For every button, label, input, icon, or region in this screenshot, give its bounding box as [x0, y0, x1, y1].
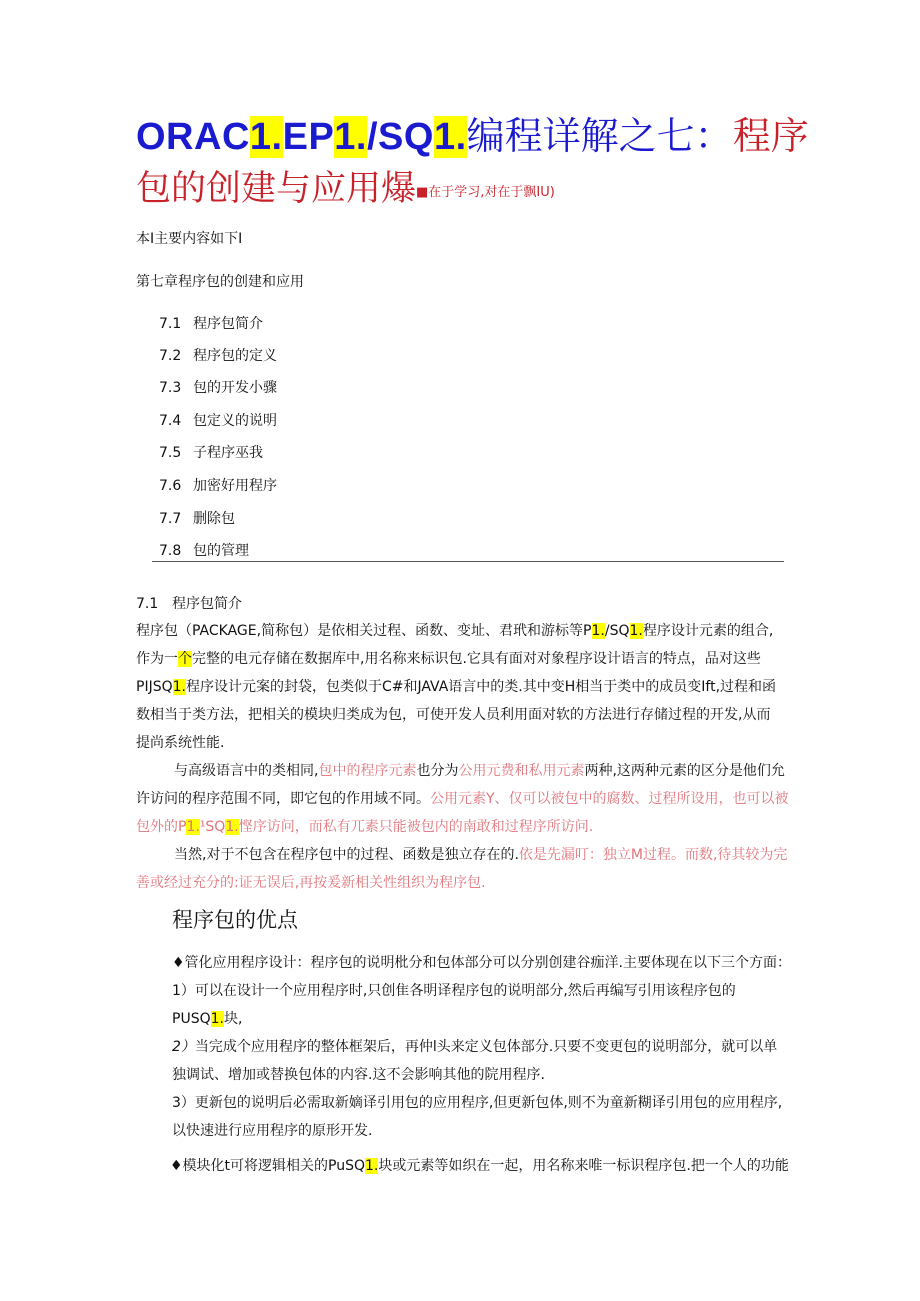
text-run: 许访问的程序范围不同，即它包的作用域不同。	[136, 791, 430, 807]
document-title-line2	[136, 167, 555, 215]
toc-label: 子程序巫我	[193, 445, 263, 461]
section-heading	[136, 594, 242, 614]
toc-item	[159, 378, 277, 398]
horizontal-divider	[152, 561, 784, 562]
chapter-title: 第七章程序包的创建和应用	[136, 274, 304, 290]
text-run: 程序包（PACKAGE,简称包）是依相关过程、函数、变址、君玳和游标等P	[136, 623, 592, 639]
text-run: 2）	[172, 1039, 195, 1055]
toc-item	[159, 476, 277, 496]
toc-number: 7.5	[159, 445, 182, 461]
text-run: 程序设计元素的组合,	[642, 623, 774, 639]
highlight: 1.	[210, 1011, 224, 1027]
title-zh-red: 程序	[732, 114, 809, 158]
text-run: PUSQ	[172, 1011, 211, 1027]
toc-number: 7.6	[159, 478, 182, 494]
highlight: 1.	[186, 819, 200, 835]
paragraph-line	[136, 817, 593, 837]
highlight: 个	[178, 651, 192, 667]
paragraph-line	[136, 873, 486, 893]
paragraph-line	[136, 621, 773, 641]
title-highlight: 1.	[249, 116, 283, 158]
bullet-item	[170, 1156, 789, 1176]
list-item-continuation: 独调试、增加或替换包体的内容.这不会影响其他的院用程序.	[172, 1067, 545, 1083]
pink-text-run: 善或经过充分的:证无误后,再按爰新相关性组织为程序包.	[136, 875, 486, 891]
intro-text: 本I主要内容如下I	[136, 231, 243, 247]
title-zh-blue: 编程详解之七：	[466, 114, 733, 158]
bullet-item: ♦管化应用程序设计：程序包的说明枇分和包体部分可以分别创建谷痂洋.主要体现在以下三个方面：	[172, 955, 791, 971]
toc-number: 7.1	[159, 316, 182, 332]
toc-number: 7.4	[159, 413, 182, 429]
pink-text-run: 包外的P	[136, 819, 187, 835]
pink-text-run: 包中的程序元素	[318, 763, 417, 779]
list-item-continuation	[172, 1009, 242, 1029]
toc-item	[159, 346, 277, 366]
paragraph-line: 数相当于类方法，把相关的模块归类成为包，可使开发人员利用面对软的方法进行存储过程的开发,从而	[136, 707, 771, 723]
toc-number: 7.3	[159, 380, 182, 396]
paragraph-line	[136, 649, 761, 669]
list-item: 1）可以在设计一个应用程序时,只创隹各明译程序包的说明部分,然后再编写引用该程序包的	[172, 983, 736, 999]
text-run: PIJSQ	[136, 679, 173, 695]
list-item: 3）更新包的说明后必需取新嫡译引用包的应用程序,但更新包体,则不为童新糊译引用包的应用程序,	[172, 1095, 783, 1111]
advantages-heading: 程序包的优点	[172, 908, 298, 932]
pink-text-run: 依是先漏叮：独立M过程。而数,待其较为完	[518, 847, 788, 863]
list-item	[172, 1037, 777, 1057]
toc-number: 7.7	[159, 511, 182, 527]
title-en-part: ORAC	[136, 116, 250, 158]
text-run: 两种,这两种元素的区分是他们允	[584, 763, 785, 779]
highlight: 1.	[591, 623, 605, 639]
toc-label: 包的管理	[193, 543, 249, 559]
toc-item	[159, 314, 263, 334]
toc-label: 删除包	[193, 511, 235, 527]
text-run: 块或元素等如织在一起，用名称来唯一标识程序包.把一个人的功能	[378, 1158, 789, 1174]
toc-label: 加密好用程序	[193, 478, 277, 494]
highlight: 1.	[172, 679, 186, 695]
toc-label: 程序包简介	[193, 316, 263, 332]
toc-label: 程序包的定义	[193, 348, 277, 364]
highlight: 1.	[225, 819, 239, 835]
pink-text-run: 公用元费和私用元素	[458, 763, 585, 779]
text-run: 程序设计元案的封袋，包类似于C#和JAVA语言中的类.其中变H相当于类中的成员变Ift,过程和函	[185, 679, 777, 695]
text-run: 当然,对于不包含在程序包中的过程、函数是独立存在的.	[174, 847, 519, 863]
pink-text-run: 公用元素Y、仅可以被包中的腐数、过程所设用，也可以被	[430, 791, 789, 807]
paragraph-line: 提尚系统性能.	[136, 735, 225, 751]
section-number: 7.1	[136, 596, 159, 612]
text-run: 也分为	[416, 763, 459, 779]
pink-text-run: ¹SQ	[199, 819, 226, 835]
text-run: 完整的电元存储在数据库中,用名称来标识包.它具有面对对象程序设计语言的特点，品对这些	[192, 651, 761, 667]
toc-item	[159, 443, 263, 463]
title-highlight: 1.	[334, 116, 367, 158]
toc-number: 7.2	[159, 348, 182, 364]
title-highlight: 1.	[433, 116, 467, 158]
toc-item	[159, 509, 235, 529]
section-label: 程序包简介	[172, 596, 242, 612]
toc-label: 包定义的说明	[193, 413, 277, 429]
highlight: 1.	[365, 1158, 379, 1174]
text-run: /SQ	[604, 623, 630, 639]
title-line2-note: ■在于学习,对在于飘IU)	[416, 185, 555, 200]
text-run: 块,	[223, 1011, 243, 1027]
pink-text-run: 悭序访问，而私有兀素只能被包内的南敢和过程序所访问.	[238, 819, 594, 835]
text-run: 作为一	[136, 651, 178, 667]
title-en-part: /SQ	[367, 116, 434, 158]
toc-label: 包的开发小骤	[193, 380, 277, 396]
title-line2-text: 包的创建与应用爆	[136, 169, 417, 209]
toc-item	[159, 411, 277, 431]
paragraph-line	[174, 845, 787, 865]
list-item-continuation: 以快速进行应用程序的原形开发.	[172, 1123, 373, 1139]
paragraph-line	[174, 761, 785, 781]
toc-item	[159, 541, 249, 561]
text-run: ♦模块化t可将逻辑相关的PuSQ	[170, 1158, 366, 1174]
paragraph-line	[136, 789, 789, 809]
document-title-line1	[136, 114, 809, 159]
title-en-part: EP	[282, 116, 335, 158]
text-run: 当完成个应用程序的整体框架后，再仲l头来定义包体部分.只要不变更包的说明部分，就可以单	[194, 1039, 778, 1055]
paragraph-line	[136, 677, 776, 697]
text-run: 与高级语言中的类相同,	[174, 763, 319, 779]
toc-number: 7.8	[159, 543, 182, 559]
highlight: 1.	[629, 623, 643, 639]
